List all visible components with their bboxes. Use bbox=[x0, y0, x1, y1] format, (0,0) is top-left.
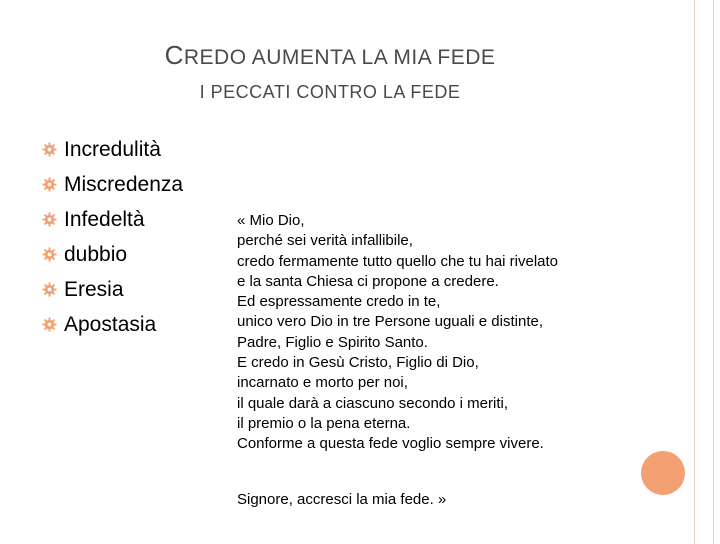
list-item-label: Infedeltà bbox=[64, 207, 145, 231]
prayer-line: E credo in Gesù Cristo, Figlio di Dio, bbox=[237, 354, 479, 372]
list-item bbox=[42, 307, 183, 342]
decorative-frame bbox=[694, 0, 714, 544]
decorative-circle bbox=[641, 451, 685, 495]
title-initial: C bbox=[164, 40, 184, 70]
prayer-closing: Signore, accresci la mia fede. » bbox=[237, 491, 447, 508]
list-item bbox=[42, 237, 183, 272]
page-subtitle: I PECCATI CONTRO LA FEDE bbox=[199, 82, 461, 102]
list-item bbox=[42, 132, 183, 167]
prayer-line: « Mio Dio, bbox=[237, 212, 305, 229]
prayer-text bbox=[237, 211, 677, 455]
prayer-line: credo fermamente tutto quello che tu hai rivelato bbox=[237, 252, 559, 270]
title-rest: REDO AUMENTA LA MIA FEDE bbox=[183, 46, 496, 69]
gear-icon bbox=[42, 177, 57, 192]
list-item-label: Apostasia bbox=[64, 312, 157, 336]
gear-icon bbox=[42, 212, 57, 227]
list-item-label: Miscredenza bbox=[64, 172, 184, 196]
list-item-label: dubbio bbox=[64, 242, 128, 266]
gear-icon bbox=[42, 317, 57, 332]
list-item-label: Incredulità bbox=[64, 137, 161, 161]
gear-icon bbox=[42, 282, 57, 297]
list-item bbox=[42, 272, 183, 307]
prayer-line: Ed espressamente credo in te, bbox=[237, 293, 441, 311]
prayer-line: e la santa Chiesa ci propone a credere. bbox=[237, 272, 499, 290]
prayer-line: il premio o la pena eterna. bbox=[237, 414, 411, 432]
sins-list bbox=[42, 132, 183, 342]
prayer-line: Padre, Figlio e Spirito Santo. bbox=[237, 333, 428, 351]
prayer-line: il quale darà a ciascuno secondo i meriti, bbox=[237, 394, 508, 412]
prayer-line: incarnato e morto per noi, bbox=[237, 374, 408, 392]
prayer-line: perché sei verità infallibile, bbox=[237, 232, 413, 250]
gear-icon bbox=[42, 247, 57, 262]
prayer-line: unico vero Dio in tre Persone uguali e distinte, bbox=[237, 313, 544, 331]
prayer-line: Conforme a questa fede voglio sempre vivere. bbox=[237, 435, 544, 453]
gear-icon bbox=[42, 142, 57, 157]
list-item-label: Eresia bbox=[64, 277, 124, 301]
list-item bbox=[42, 202, 183, 237]
list-item bbox=[42, 167, 183, 202]
page-title bbox=[0, 40, 660, 71]
